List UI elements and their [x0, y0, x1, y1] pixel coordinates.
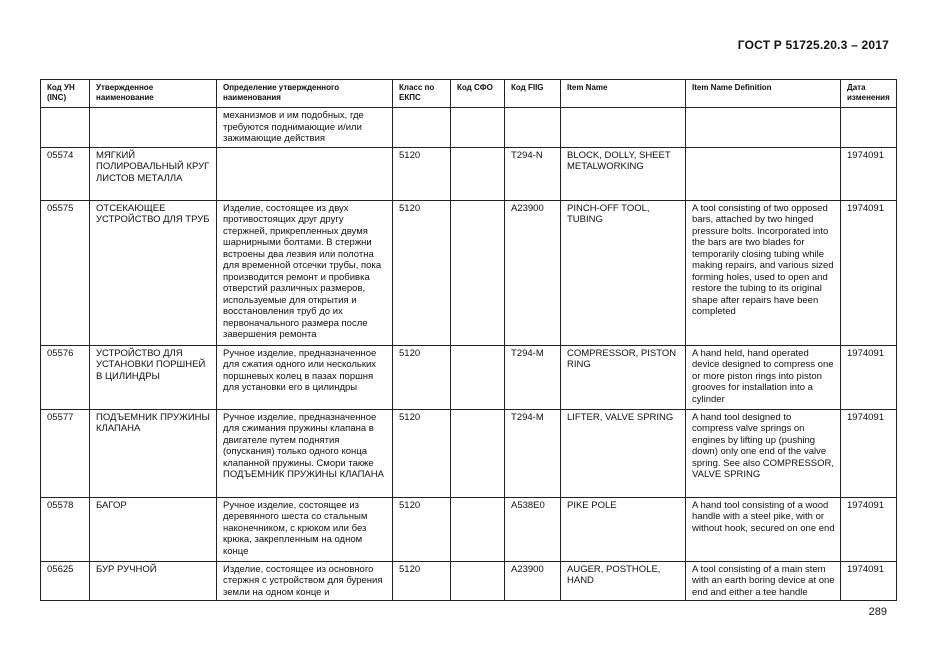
cell-approved-name: ОТСЕКАЮЩЕЕ УСТРОЙСТВО ДЛЯ ТРУБ [90, 200, 217, 345]
cell-item-name-definition: A hand tool consisting of a wood handle with a steel pike, with or without hook, secured on one end [686, 497, 841, 561]
cell-item-name-definition: A hand tool designed to compress valve springs on engines by lifting up (pushing down) only one end of the valve spring. See also COMPRESSOR, VALVE SPRING [686, 409, 841, 497]
cell-item-name-definition: A tool consisting of a main stem with an earth boring device at one end and either a tee handle [686, 561, 841, 601]
table-row [41, 200, 897, 345]
column-header-approved-name: Утвержденное наименование [90, 80, 217, 108]
cell-class [393, 108, 451, 148]
cell-approved-name: БАГОР [90, 497, 217, 561]
cell-definition: Изделие, состоящее из основного стержня с устройством для бурения земли на одном конце и [217, 561, 393, 601]
table-row [41, 147, 897, 200]
page-number: 289 [868, 606, 887, 618]
cell-date: 1974091 [841, 409, 897, 497]
cell-definition: Ручное изделие, предназначенное для сжатия одного или нескольких поршневых колец в пазах поршня для установки его в цилиндры [217, 345, 393, 409]
cell-sfo [451, 561, 505, 601]
table-header-row [41, 80, 897, 108]
cell-inc: 05625 [41, 561, 90, 601]
cell-date: 1974091 [841, 200, 897, 345]
cell-item-name: LIFTER, VALVE SPRING [561, 409, 686, 497]
table-row [41, 561, 897, 601]
cell-definition: Ручное изделие, состоящее из деревянного шеста со стальным наконечником, с крюком или без крюка, закрепленным на одном конце [217, 497, 393, 561]
cell-sfo [451, 200, 505, 345]
cell-item-name: AUGER, POSTHOLE, HAND [561, 561, 686, 601]
cell-date: 1974091 [841, 497, 897, 561]
cell-approved-name: УСТРОЙСТВО ДЛЯ УСТАНОВКИ ПОРШНЕЙ В ЦИЛИНДРЫ [90, 345, 217, 409]
cell-class: 5120 [393, 409, 451, 497]
cell-inc: 05578 [41, 497, 90, 561]
cell-sfo [451, 108, 505, 148]
cell-class: 5120 [393, 345, 451, 409]
cell-definition: Ручное изделие, предназначенное для сжимания пружины клапана в двигателе путем поднятия (опускания) только одного конца клапанной пружины. Смори также ПОДЪЕМНИК ПРУЖИНЫ КЛАПАНА [217, 409, 393, 497]
cell-class: 5120 [393, 561, 451, 601]
cell-class: 5120 [393, 200, 451, 345]
cell-item-name: BLOCK, DOLLY, SHEET METALWORKING [561, 147, 686, 200]
cell-fiig: T294-M [505, 409, 561, 497]
column-header-inc: Код УН (INC) [41, 80, 90, 108]
cell-sfo [451, 409, 505, 497]
cell-date: 1974091 [841, 561, 897, 601]
cell-inc [41, 108, 90, 148]
column-header-date: Дата изменения [841, 80, 897, 108]
cell-fiig: A23900 [505, 200, 561, 345]
cell-definition: механизмов и им подобных, где требуются поднимающие и/или зажимающие действия [217, 108, 393, 148]
column-header-fiig: Код FIIG [505, 80, 561, 108]
cell-fiig [505, 108, 561, 148]
cell-class: 5120 [393, 147, 451, 200]
cell-fiig: T294-N [505, 147, 561, 200]
column-header-class: Класс по ЕКПС [393, 80, 451, 108]
cell-sfo [451, 345, 505, 409]
column-header-definition: Определение утвержденного наименования [217, 80, 393, 108]
table-row [41, 409, 897, 497]
table-row [41, 345, 897, 409]
cell-item-name: PIKE POLE [561, 497, 686, 561]
cell-item-name: COMPRESSOR, PISTON RING [561, 345, 686, 409]
cell-item-name [561, 108, 686, 148]
cell-class: 5120 [393, 497, 451, 561]
column-header-item-name-definition: Item Name Definition [686, 80, 841, 108]
cell-approved-name: БУР РУЧНОЙ [90, 561, 217, 601]
cell-fiig: A538E0 [505, 497, 561, 561]
cell-definition [217, 147, 393, 200]
column-header-item-name: Item Name [561, 80, 686, 108]
cell-item-name: PINCH-OFF TOOL, TUBING [561, 200, 686, 345]
cell-date: 1974091 [841, 345, 897, 409]
cell-definition: Изделие, состоящее из двух противостоящих друг другу стержней, прикрепленных двумя шарнирными болтами. В стержни встроены два лезвия или полотна для временной отсечки трубы, пока производится ремонт и пробивка отверстий различных размеров, используемые для открытия и восстановления труб до их первоначального размера после завершения ремонта [217, 200, 393, 345]
cell-item-name-definition: A hand held, hand operated device designed to compress one or more piston rings into piston grooves for installation into a cylinder [686, 345, 841, 409]
cell-item-name-definition: A tool consisting of two opposed bars, attached by two hinged pressure bolts. Incorporated into the bars are two blades for temporarily closing tubing while making repairs, and various sized forming holes, used to open and restore the tubing to its original shape after repairs have been completed [686, 200, 841, 345]
cell-sfo [451, 497, 505, 561]
cell-item-name-definition [686, 147, 841, 200]
cell-inc: 05575 [41, 200, 90, 345]
cell-approved-name [90, 108, 217, 148]
table-row [41, 108, 897, 148]
cell-date [841, 108, 897, 148]
cell-sfo [451, 147, 505, 200]
cell-fiig: T294-M [505, 345, 561, 409]
document-code: ГОСТ Р 51725.20.3 – 2017 [737, 38, 889, 52]
cell-approved-name: ПОДЪЕМНИК ПРУЖИНЫ КЛАПАНА [90, 409, 217, 497]
cell-date: 1974091 [841, 147, 897, 200]
cell-approved-name: МЯГКИЙ ПОЛИРОВАЛЬНЫЙ КРУГ ЛИСТОВ МЕТАЛЛА [90, 147, 217, 200]
table-row [41, 497, 897, 561]
cell-inc: 05577 [41, 409, 90, 497]
cell-inc: 05574 [41, 147, 90, 200]
cell-item-name-definition [686, 108, 841, 148]
cell-inc: 05576 [41, 345, 90, 409]
catalog-table [40, 79, 897, 601]
cell-fiig: A23900 [505, 561, 561, 601]
column-header-sfo: Код СФО [451, 80, 505, 108]
